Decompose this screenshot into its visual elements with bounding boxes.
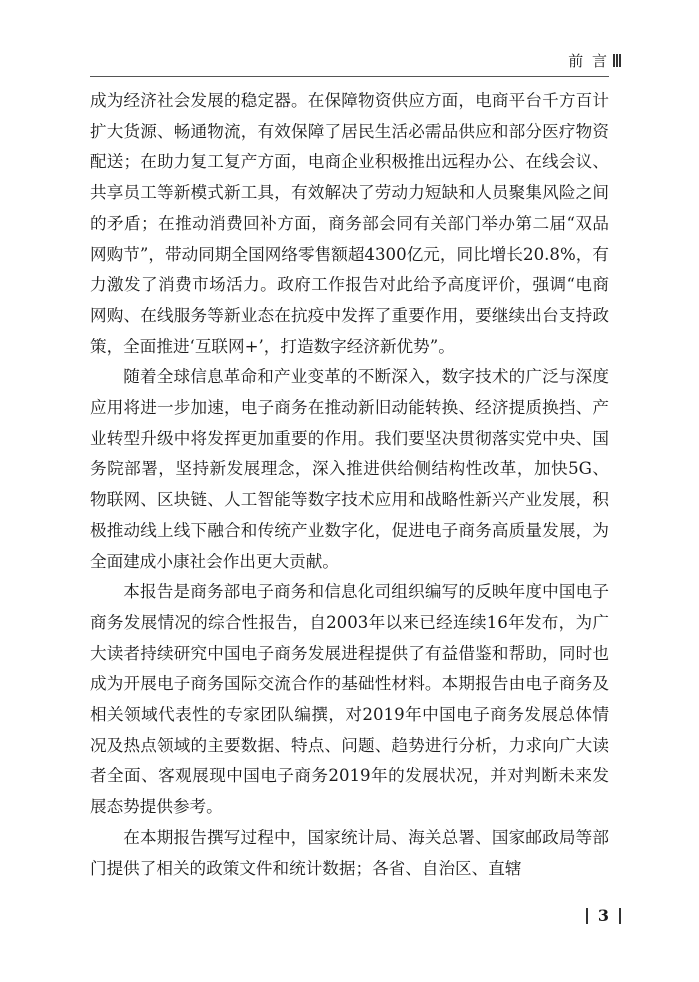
paragraph: 在本期报告撰写过程中，国家统计局、海关总署、国家邮政局等部门提供了相关的政策文件和统计数据；各省、自治区、直辖 — [90, 827, 609, 878]
running-head — [568, 50, 621, 71]
paragraph-continued: 成为经济社会发展的稳定器。在保障物资供应方面，电商平台千方百计扩大货源、畅通物流，有效保障了居民生活必需品供应和部分医疗物资配送；在助力复工复产方面，电商企业积极推出远程办公、在线会议、共享员工等新模式新工具，有效解决了劳动力短缺和人员聚集风险之间的矛盾；在推动消费回补方面，商务部会同有关部门举办第二届“双品网购节”，带动同期全国网络零售额超4300亿元，同比增长20.8%，有力激发了消费市场活力。政府工作报告对此给予高度评价，强调“电商网购、在线服务等新业态在抗疫中发挥了重要作用，要继续出台支持政策，全面推进‘互联网+’，打造数字经济新优势”。 — [90, 91, 609, 356]
footer-bar-right — [619, 908, 621, 924]
footer-bar-left — [586, 908, 588, 924]
page-number: 3 — [597, 906, 609, 925]
page-footer — [586, 906, 621, 925]
paragraph: 本报告是商务部电子商务和信息化司组织编写的反映年度中国电子商务发展情况的综合性报告，自2003年以来已经连续16年发布，为广大读者持续研究中国电子商务发展进程提供了有益借鉴和帮助，同时也成为开展电子商务国际交流合作的基础性材料。本期报告由电子商务及相关领域代表性的专家团队编撰，对2019年中国电子商务发展总体情况及热点领域的主要数据、特点、问题、趋势进行分析，力求向广大读者全面、客观展现中国电子商务2019年的发展状况，并对判断未来发展态势提供参考。 — [90, 582, 609, 817]
header-rule — [90, 76, 609, 77]
body-text — [90, 86, 609, 884]
header-ornament — [613, 54, 621, 67]
paragraph: 随着全球信息革命和产业变革的不断深入，数字技术的广泛与深度应用将进一步加速，电子商务在推动新旧动能转换、经济提质换挡、产业转型升级中将发挥更加重要的作用。我们要坚决贯彻落实党中央、国务院部署，坚持新发展理念，深入推进供给侧结构性改革，加快5G、物联网、区块链、人工智能等数字技术应用和战略性新兴产业发展，积极推动线上线下融合和传统产业数字化，促进电子商务高质量发展，为全面建成小康社会作出更大贡献。 — [90, 367, 609, 571]
running-title: 前 言 — [568, 52, 609, 70]
